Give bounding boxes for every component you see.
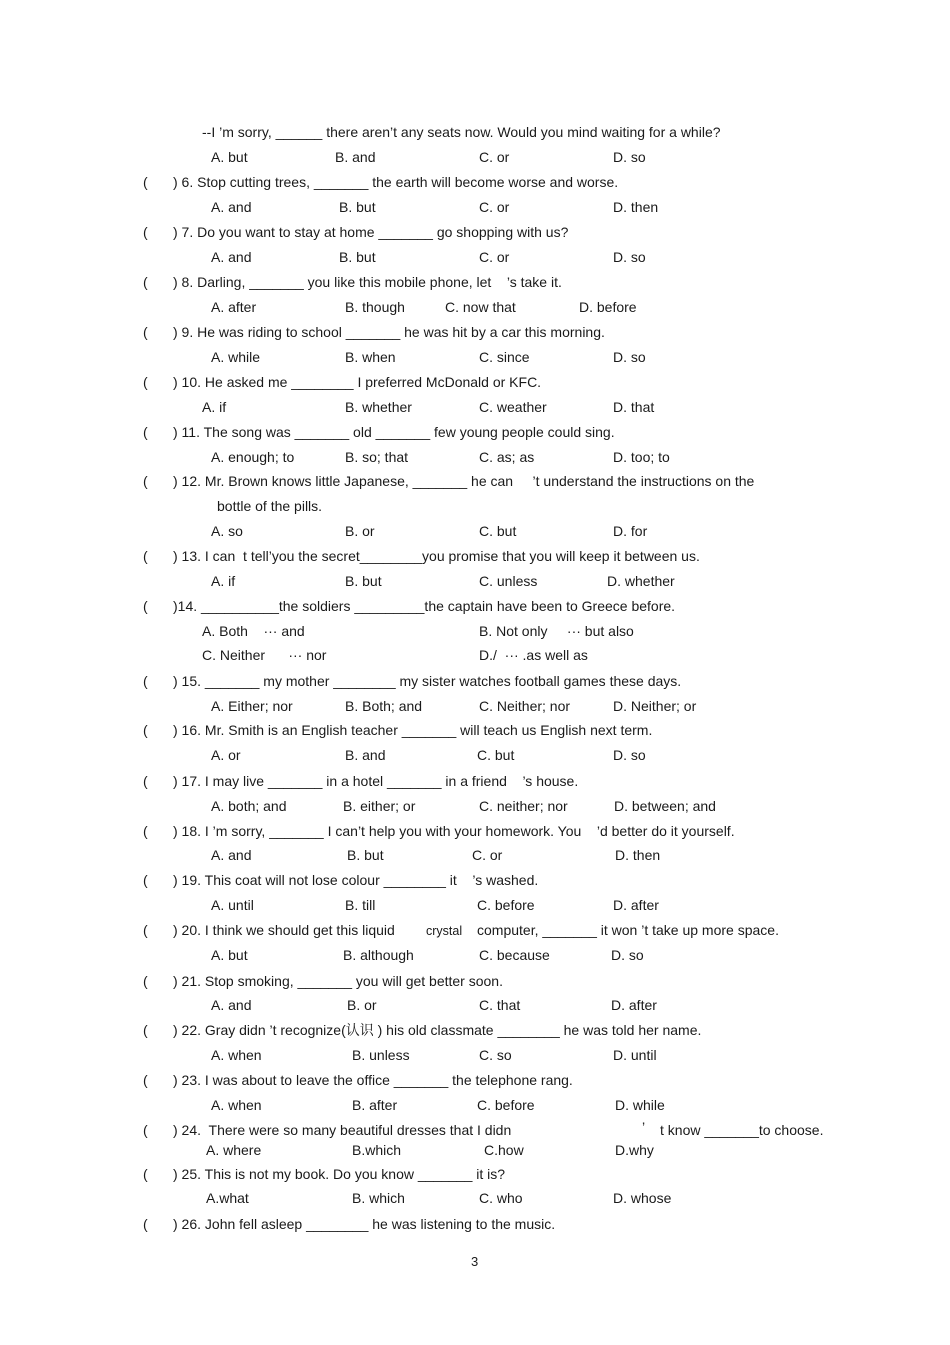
answer-paren: ( [143,548,148,564]
answer-option: D. so [613,349,646,365]
answer-paren: ( [143,973,148,989]
answer-paren: ( [143,598,148,614]
answer-option: A. when [211,1047,262,1063]
answer-paren: ( [143,174,148,190]
answer-option: D. after [613,897,659,913]
question-text: computer, _______ it won ’t take up more space. [477,922,779,938]
answer-option: C. but [477,747,515,763]
answer-option: C. or [479,249,510,265]
answer-option: B. so; that [345,449,409,465]
answer-paren: ( [143,1216,148,1232]
question-text: ) 20. I think we should get this liquid [173,922,395,938]
answer-option: C. Neither ··· nor [202,647,327,663]
answer-option: A. but [211,149,248,165]
answer-paren: ( [143,872,148,888]
answer-paren: ( [143,1072,148,1088]
question-text: ) 23. I was about to leave the office _______ the telephone rang. [173,1072,573,1088]
answer-option: D. while [615,1097,665,1113]
answer-option: A. if [211,573,236,589]
question-text: ) 21. Stop smoking, _______ you will get better soon. [173,973,503,989]
answer-option: A. Both ··· and [202,623,305,639]
answer-option: B. either; or [343,798,416,814]
answer-option: D. so [613,747,646,763]
answer-option: B. after [352,1097,398,1113]
answer-paren: ( [143,374,148,390]
question-text: ) 12. Mr. Brown knows little Japanese, _______ he can ’t understand the instructions on the [173,473,755,489]
question-text: ) 6. Stop cutting trees, _______ the earth will become worse and worse. [173,174,619,190]
question-text: ) 15. _______ my mother ________ my sister watches football games these days. [173,673,682,689]
answer-option: C. now that [445,299,516,315]
answer-option: A. after [211,299,257,315]
question-text: ) 22. Gray didn ’t recognize(认识 ) his old classmate ________ he was told her name. [173,1022,702,1038]
answer-option: C. as; as [479,449,535,465]
question-text: ) 8. Darling, _______ you like this mobile phone, let ’s take it. [173,274,562,290]
answer-option: C. weather [479,399,547,415]
answer-option: A. enough; to [211,449,295,465]
answer-option: C. neither; nor [479,798,568,814]
question-text: ) 19. This coat will not lose colour ________ it ’s washed. [173,872,539,888]
answer-paren: ( [143,1022,148,1038]
question-text: ) 16. Mr. Smith is an English teacher _______ will teach us English next term. [173,722,653,738]
answer-paren: ( [143,324,148,340]
answer-option: C. but [479,523,517,539]
question-line: --I ’m sorry, ______ there aren’t any seats now. Would you mind waiting for a while? [202,124,721,140]
answer-option: B. or [345,523,375,539]
answer-paren: ( [143,274,148,290]
answer-option: A. so [211,523,243,539]
answer-option: B. but [345,573,382,589]
answer-option: C. before [477,1097,535,1113]
answer-option: A. where [206,1142,262,1158]
answer-option: A. and [211,249,252,265]
answer-option: C. or [479,149,510,165]
answer-option: D. between; and [614,798,716,814]
answer-option: B. although [343,947,414,963]
question-text: ) 9. He was riding to school _______ he was hit by a car this morning. [173,324,605,340]
answer-option: D. too; to [613,449,670,465]
answer-option: D. so [613,149,646,165]
answer-option: D. whether [607,573,675,589]
question-text: ) 25. This is not my book. Do you know _______ it is? [173,1166,506,1182]
answer-option: C. or [472,847,503,863]
question-text: ) 7. Do you want to stay at home _______ go shopping with us? [173,224,569,240]
answer-option: D. whose [613,1190,672,1206]
answer-option: D. then [615,847,661,863]
question-text: ) 18. I ’m sorry, _______ I can’t help you with your homework. You ’d better do it yourself. [173,823,735,839]
answer-option: C. because [479,947,550,963]
answer-paren: ( [143,922,148,938]
answer-paren: ( [143,773,148,789]
answer-option: D. so [611,947,644,963]
answer-option: B. unless [352,1047,410,1063]
answer-option: D. so [613,249,646,265]
question-text-apostrophe: ’ [642,1119,646,1135]
answer-option: D. Neither; or [613,698,697,714]
answer-option: D.why [615,1142,654,1158]
answer-option: C. before [477,897,535,913]
answer-option: B. but [339,199,376,215]
answer-option: A. Either; nor [211,698,293,714]
answer-option: C. who [479,1190,523,1206]
answer-paren: ( [143,1122,148,1138]
answer-paren: ( [143,473,148,489]
answer-option: B. which [352,1190,405,1206]
question-text: ) 24. There were so many beautiful dresses that I didn [173,1122,512,1138]
answer-option: D. that [613,399,655,415]
answer-option: A. while [211,349,261,365]
page-number: 3 [471,1254,479,1269]
answer-paren: ( [143,1166,148,1182]
answer-option: B. and [335,149,376,165]
answer-option: B. but [347,847,384,863]
question-text: ) 13. I can t tell’you the secret________you promise that you will keep it between us. [173,548,700,564]
answer-option: C.how [484,1142,524,1158]
question-text: t know _______to choose. [660,1122,824,1138]
answer-option: B. and [345,747,386,763]
answer-option: C. since [479,349,530,365]
answer-option: B. till [345,897,376,913]
answer-option: A. both; and [211,798,287,814]
answer-option: B. though [345,299,405,315]
answer-option: A. until [211,897,254,913]
answer-option: D. then [613,199,659,215]
answer-option: C. unless [479,573,538,589]
answer-option: B. Both; and [345,698,423,714]
answer-option: A. and [211,199,252,215]
answer-option: B. or [347,997,377,1013]
answer-option: D. after [611,997,657,1013]
answer-option: A.what [206,1190,249,1206]
answer-paren: ( [143,424,148,440]
answer-option: A. and [211,847,252,863]
question-continuation: bottle of the pills. [217,498,323,514]
answer-option: B. when [345,349,396,365]
answer-option: A. when [211,1097,262,1113]
answer-paren: ( [143,224,148,240]
answer-option: A. but [211,947,248,963]
question-text: ) 10. He asked me ________ I preferred McDonald or KFC. [173,374,542,390]
answer-option: C. Neither; nor [479,698,571,714]
question-text: ) 11. The song was _______ old _______ few young people could sing. [173,424,615,440]
answer-option: C. that [479,997,521,1013]
answer-option: A. or [211,747,241,763]
answer-option: A. and [211,997,252,1013]
question-text-word: crystal [426,924,463,938]
answer-option: B. but [339,249,376,265]
answer-option: B. whether [345,399,412,415]
question-text: )14. __________the soldiers _________the captain have been to Greece before. [173,598,676,614]
answer-option: A. if [202,399,227,415]
question-text: ) 26. John fell asleep ________ he was listening to the music. [173,1216,556,1232]
answer-paren: ( [143,722,148,738]
answer-option: C. so [479,1047,512,1063]
answer-option: C. or [479,199,510,215]
question-text: ) 17. I may live _______ in a hotel _______ in a friend ’s house. [173,773,579,789]
answer-paren: ( [143,673,148,689]
answer-option: D./ ··· .as well as [479,647,588,663]
answer-option: B.which [352,1142,402,1158]
answer-paren: ( [143,823,148,839]
answer-option: B. Not only ··· but also [479,623,634,639]
answer-option: D. until [613,1047,657,1063]
answer-option: D. before [579,299,637,315]
answer-option: D. for [613,523,648,539]
